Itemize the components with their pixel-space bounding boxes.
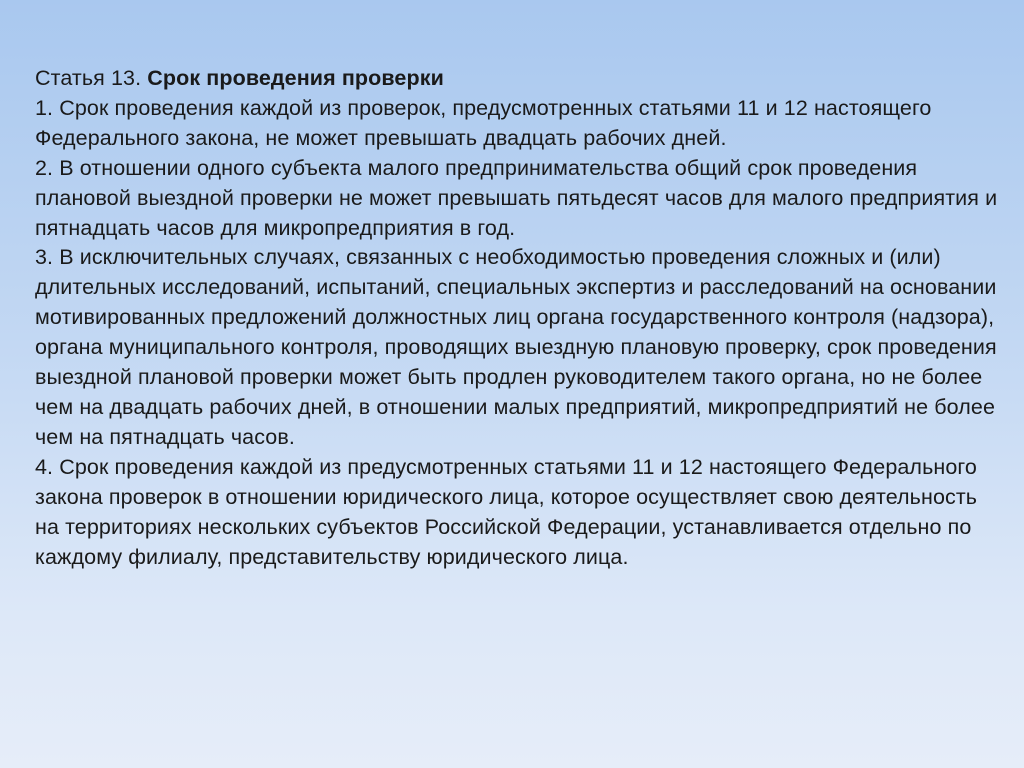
paragraph-4: 4. Срок проведения каждой из предусмотренных статьями 11 и 12 настоящего Федерального закона проверок в отношении юридического лица, которое осуществляет свою деятельность на территориях нескольких субъектов Российской Федерации, устанавливается отдельно по каждому филиалу, представительству юридического лица.: [35, 454, 978, 569]
article-number: Статья 13.: [35, 66, 148, 90]
article-title: Срок проведения проверки: [147, 66, 444, 90]
article-text: [35, 64, 1000, 572]
paragraph-1: 1. Срок проведения каждой из проверок, предусмотренных статьями 11 и 12 настоящего Федерального закона, не может превышать двадцать рабочих дней.: [35, 95, 932, 150]
article-heading: [35, 64, 1000, 94]
paragraph-3: 3. В исключительных случаях, связанных с необходимостью проведения сложных и (или) длительных исследований, испытаний, специальных экспертиз и расследований на основании мотивированных предложений должностных лиц органа государственного контроля (надзора), органа муниципального контроля, проводящих выездную плановую проверку, срок проведения выездной плановой проверки может быть продлен руководителем такого органа, но не более чем на двадцать рабочих дней, в отношении малых предприятий, микропредприятий не более чем на пятнадцать часов.: [35, 245, 997, 449]
paragraph-2: 2. В отношении одного субъекта малого предпринимательства общий срок проведения плановой выездной проверки не может превышать пятьдесят часов для малого предприятия и пятнадцать часов для микропредприятия в год.: [35, 155, 998, 240]
